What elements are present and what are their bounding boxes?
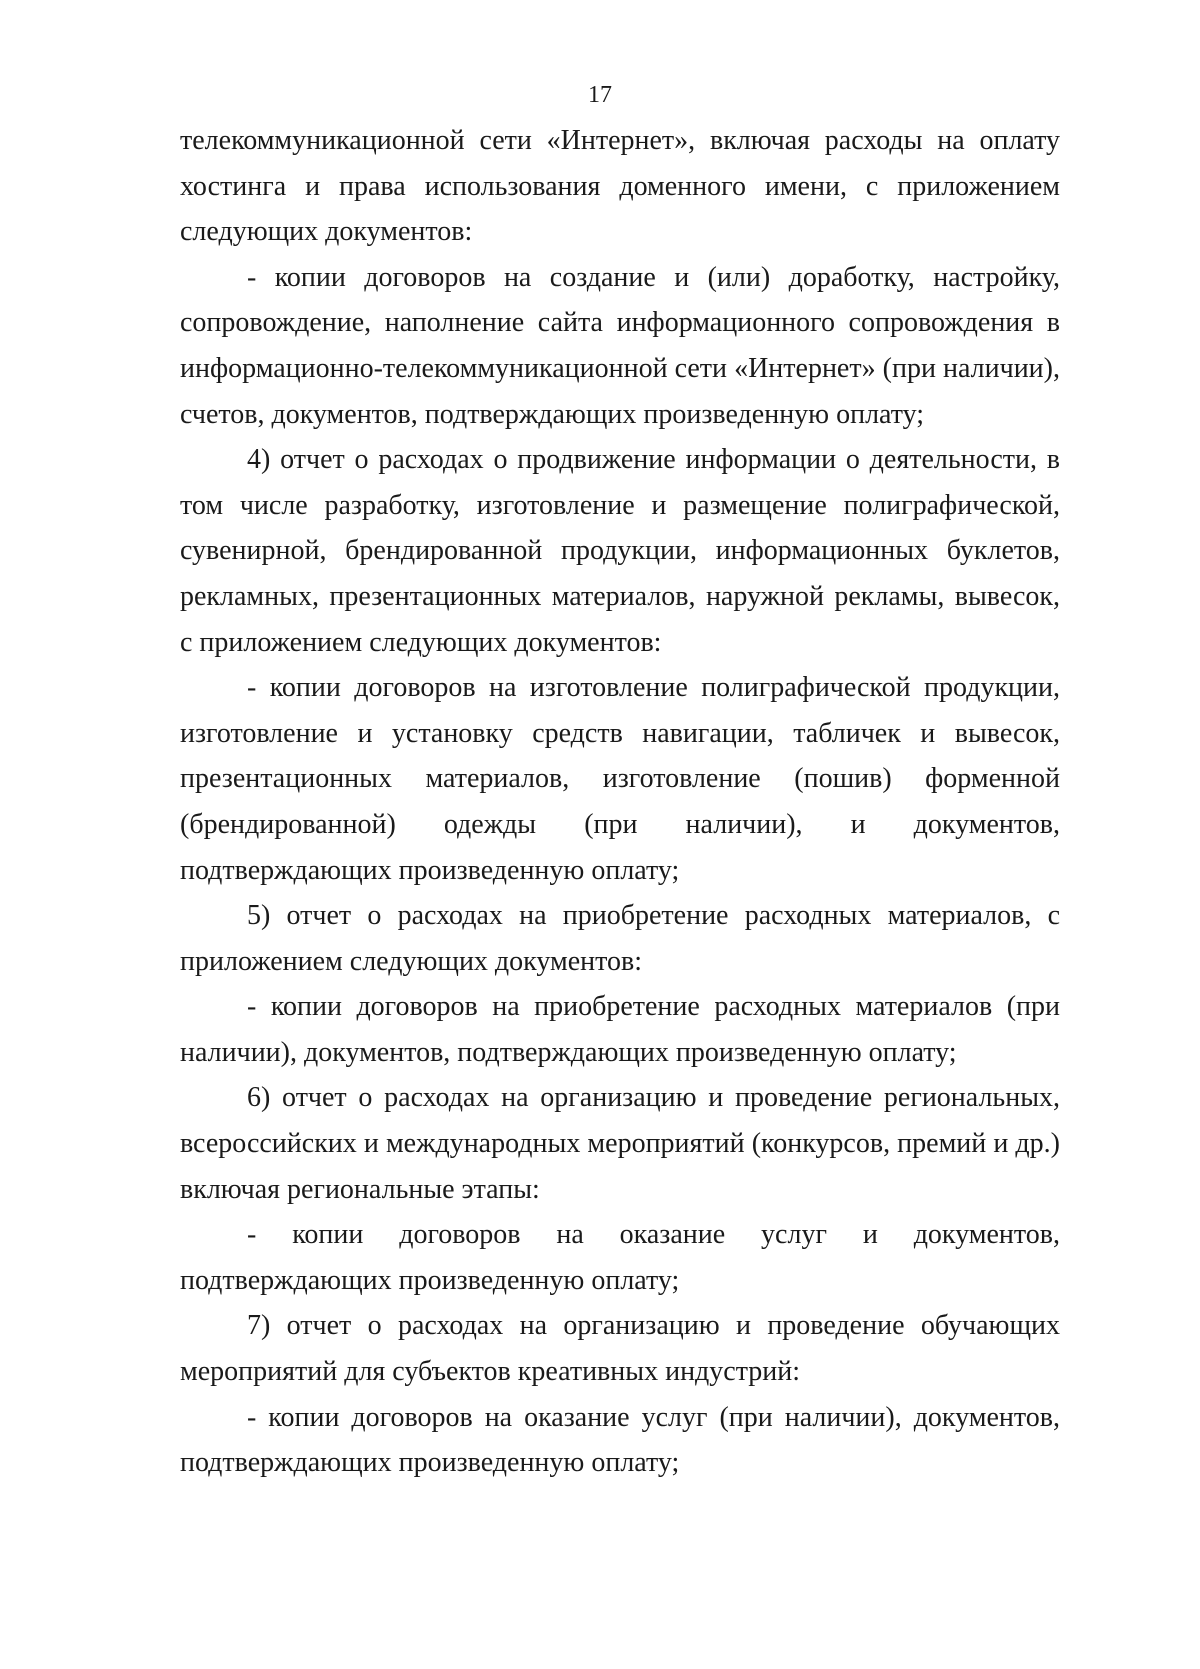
paragraph-training-contracts: - копии договоров на оказание услуг (при наличии), документов, подтверждающих произведенную оплату; [180, 1401, 1060, 1479]
page-number: 17 [588, 82, 612, 108]
paragraph-item-5: 5) отчет о расходах на приобретение расходных материалов, с приложением следующих документов: [180, 900, 1060, 977]
paragraph-item-4: 4) отчет о расходах о продвижение информации о деятельности, в том числе разработку, изготовление и размещение полиграфической, сувенирной, брендированной продукции, информационных буклетов, рекламных, презентационных материалов, наружной рекламы, вывесок, с приложением следующих документов: [180, 444, 1060, 658]
paragraph-item-7: 7) отчет о расходах на организацию и проведение обучающих мероприятий для субъектов креативных индустрий: [180, 1310, 1060, 1388]
paragraph-item-6: 6) отчет о расходах на организацию и проведение региональных, всероссийских и международных мероприятий (конкурсов, премий и др.) включая региональные этапы: [180, 1082, 1060, 1205]
document-body [180, 118, 1060, 1486]
paragraph-continuation: телекоммуникационной сети «Интернет», включая расходы на оплату хостинга и права использования доменного имени, с приложением следующих документов: [180, 125, 1060, 248]
paragraph-printing-contracts: - копии договоров на изготовление полиграфической продукции, изготовление и установку средств навигации, табличек и вывесок, презентационных материалов, изготовление (пошив) форменной (брендированной) одежды (при наличии), и документов, подтверждающих произведенную оплату; [180, 672, 1060, 886]
paragraph-website-contracts: - копии договоров на создание и (или) доработку, настройку, сопровождение, наполнение сайта информационного сопровождения в информационно-телекоммуникационной сети «Интернет» (при наличии), счетов, документов, подтверждающих произведенную оплату; [180, 261, 1060, 430]
paragraph-events-contracts: - копии договоров на оказание услуг и документов, подтверждающих произведенную оплату; [180, 1219, 1060, 1296]
paragraph-materials-contracts: - копии договоров на приобретение расходных материалов (при наличии), документов, подтверждающих произведенную оплату; [180, 991, 1060, 1068]
